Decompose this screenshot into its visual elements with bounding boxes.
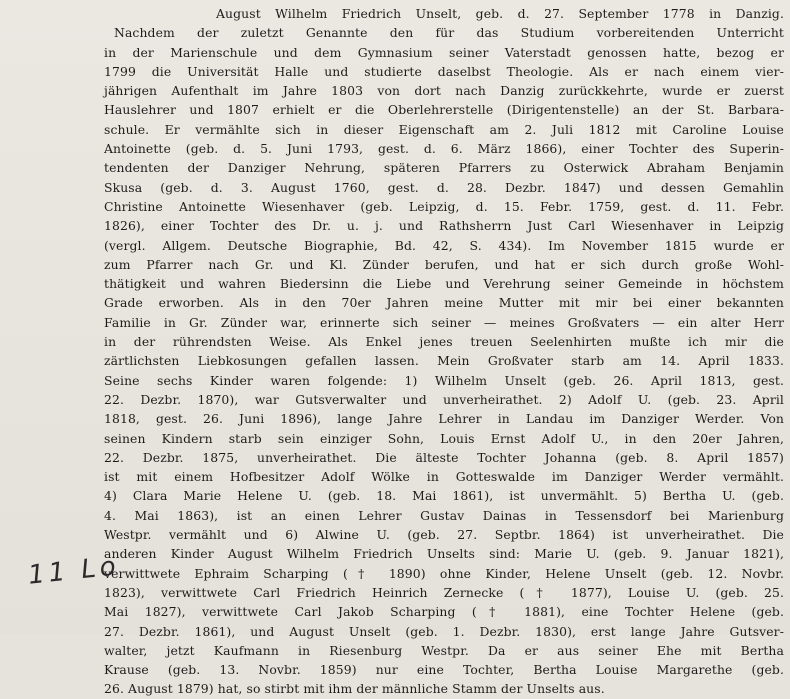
text-line: Nachdem der zuletzt Genannte den für das Studium vorbereitenden Unterricht: [114, 25, 784, 41]
text-line: 1826), einer Tochter des Dr. u. j. und Rathsherrn Just Carl Wiesenhaver in Leipzig: [104, 218, 784, 234]
text-line: Christine Antoinette Wiesenhaver (geb. Leipzig, d. 15. Febr. 1759, gest. d. 11. Febr.: [104, 198, 784, 214]
handwritten-margin-note: 11 Lo: [26, 551, 122, 591]
text-line: zum Pfarrer nach Gr. und Kl. Zünder berufen, und hat er sich durch große Wohl-: [104, 256, 784, 272]
text-line: Westpr. vermählt und 6) Alwine U. (geb. 27. Septbr. 1864) ist unverheirathet. Die: [104, 527, 784, 543]
text-line: ist mit einem Hofbesitzer Adolf Wölke in Gotteswalde im Danziger Werder vermählt.: [104, 469, 784, 485]
text-line: verwittwete Ephraim Scharping († 1890) ohne Kinder, Helene Unselt (geb. 12. Novbr.: [104, 565, 784, 581]
text-line: Seine sechs Kinder waren folgende: 1) Wilhelm Unselt (geb. 26. April 1813, gest.: [104, 372, 784, 388]
text-line: in der Marienschule und dem Gymnasium seiner Vaterstadt genossen hatte, bezog er: [104, 44, 784, 60]
text-line: 26. August 1879) hat, so stirbt mit ihm der männliche Stamm der Unselts aus.: [104, 681, 605, 697]
text-line: seinen Kindern starb sein einziger Sohn, Louis Ernst Adolf U., in den 20er Jahren,: [104, 430, 784, 446]
text-line: 27. Dezbr. 1861), und August Unselt (geb. 1. Dezbr. 1830), erst lange Jahre Gutsver-: [104, 623, 784, 639]
text-line: anderen Kinder August Wilhelm Friedrich Unselts sind: Marie U. (geb. 9. Januar 1821),: [104, 546, 784, 562]
text-line: Krause (geb. 13. Novbr. 1859) nur eine Tochter, Bertha Louise Margarethe (geb.: [104, 662, 784, 678]
text-line: 1823), verwittwete Carl Friedrich Heinrich Zernecke († 1877), Louise U. (geb. 25.: [104, 584, 784, 600]
text-line: (vergl. Allgem. Deutsche Biographie, Bd. 42, S. 434). Im November 1815 wurde er: [104, 237, 784, 253]
text-line: August Wilhelm Friedrich Unselt, geb. d. 27. September 1778 in Danzig.: [216, 6, 784, 21]
text-line: schule. Er vermählte sich in dieser Eigenschaft am 2. Juli 1812 mit Caroline Louise: [104, 121, 784, 137]
text-line: jährigen Aufenthalt im Jahre 1803 von dort nach Danzig zurückkehrte, wurde er zuerst: [104, 83, 784, 99]
text-line: thätigkeit und wahren Biedersinn die Liebe und Verehrung seiner Gemeinde in höchstem: [104, 276, 784, 292]
text-line: Hauslehrer und 1807 erhielt er die Oberlehrerstelle (Dirigentenstelle) an der St. Barbara-: [104, 102, 784, 118]
text-line: in der rührendsten Weise. Als Enkel jenes treuen Seelenhirten mußte ich mir die: [104, 334, 784, 350]
text-line: 22. Dezbr. 1875, unverheirathet. Die älteste Tochter Johanna (geb. 8. April 1857): [104, 449, 784, 465]
text-line: 1799 die Universität Halle und studierte daselbst Theologie. Als er nach einem vier-: [104, 63, 784, 79]
text-line: Skusa (geb. d. 3. August 1760, gest. d. 28. Dezbr. 1847) und dessen Gemahlin: [104, 179, 784, 195]
text-line: Mai 1827), verwittwete Carl Jakob Scharping († 1881), eine Tochter Helene (geb.: [104, 604, 784, 620]
text-line: 1818, gest. 26. Juni 1896), lange Jahre Lehrer in Landau im Danziger Werder. Von: [104, 411, 784, 427]
text-line: tendenten der Danziger Nehrung, späteren Pfarrers zu Osterwick Abraham Benjamin: [104, 160, 784, 176]
text-line: 22. Dezbr. 1870), war Gutsverwalter und unverheirathet. 2) Adolf U. (geb. 23. April: [104, 391, 784, 407]
text-line: Antoinette (geb. d. 5. Juni 1793, gest. d. 6. März 1866), einer Tochter des Superin-: [104, 141, 784, 157]
text-line: Grade erworben. Als in den 70er Jahren meine Mutter mit mir bei einer bekannten: [104, 295, 784, 311]
text-line: zärtlichsten Liebkosungen gefallen lassen. Mein Großvater starb am 14. April 1833.: [104, 353, 784, 369]
text-line: walter, jetzt Kaufmann in Riesenburg Westpr. Da er aus seiner Ehe mit Bertha: [104, 642, 784, 658]
biography-text: [104, 4, 784, 699]
text-line: 4. Mai 1863), ist an einen Lehrer Gustav Dainas in Tessensdorf bei Marienburg: [104, 507, 784, 523]
text-line: 4) Clara Marie Helene U. (geb. 18. Mai 1861), ist unvermählt. 5) Bertha U. (geb.: [104, 488, 784, 504]
text-line: Familie in Gr. Zünder war, erinnerte sich seiner — meines Großvaters — ein alter Herr: [104, 314, 784, 330]
